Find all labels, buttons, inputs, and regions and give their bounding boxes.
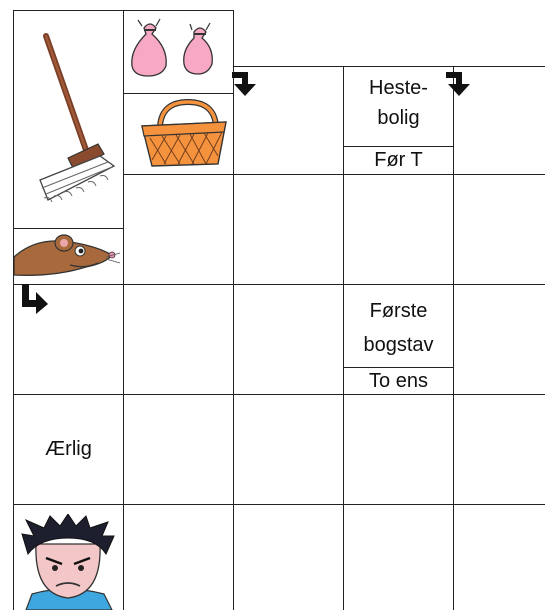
answer-cell[interactable] bbox=[344, 505, 453, 610]
clue-aerlig bbox=[14, 434, 123, 464]
answer-cell[interactable] bbox=[454, 285, 545, 394]
basket-picture bbox=[136, 98, 230, 170]
answer-cell[interactable] bbox=[124, 285, 233, 394]
answer-cell[interactable] bbox=[344, 175, 453, 284]
answer-cell[interactable] bbox=[454, 505, 545, 610]
broom-picture bbox=[28, 30, 118, 210]
clue-foer-t bbox=[344, 147, 453, 174]
grid-line bbox=[123, 93, 233, 94]
answer-cell[interactable] bbox=[234, 175, 343, 284]
answer-cell[interactable] bbox=[124, 505, 233, 610]
clue-line: To ens bbox=[369, 370, 428, 392]
answer-cell[interactable] bbox=[344, 395, 453, 504]
clue-to-ens bbox=[344, 368, 453, 395]
money-bags-picture bbox=[128, 14, 228, 80]
answer-cell[interactable] bbox=[234, 505, 343, 610]
answer-cell[interactable] bbox=[14, 285, 123, 394]
clue-line: Første bbox=[369, 300, 428, 322]
answer-cell[interactable] bbox=[234, 395, 343, 504]
rat-picture bbox=[14, 229, 122, 283]
answer-cell[interactable] bbox=[454, 67, 545, 174]
clue-foerste-bogstav bbox=[344, 294, 453, 362]
clue-line: Før T bbox=[374, 149, 423, 171]
answer-cell[interactable] bbox=[454, 395, 545, 504]
answer-cell[interactable] bbox=[234, 67, 343, 174]
answer-cell[interactable] bbox=[234, 285, 343, 394]
answer-cell[interactable] bbox=[124, 175, 233, 284]
clue-line: Heste- bbox=[369, 77, 428, 99]
clue-heste-bolig bbox=[344, 73, 453, 133]
angry-boy-picture bbox=[16, 514, 120, 610]
clue-line: Ærlig bbox=[45, 438, 92, 460]
answer-cell[interactable] bbox=[454, 175, 545, 284]
clue-line: bolig bbox=[377, 107, 420, 129]
answer-cell[interactable] bbox=[124, 395, 233, 504]
clue-line: bogstav bbox=[363, 334, 434, 356]
